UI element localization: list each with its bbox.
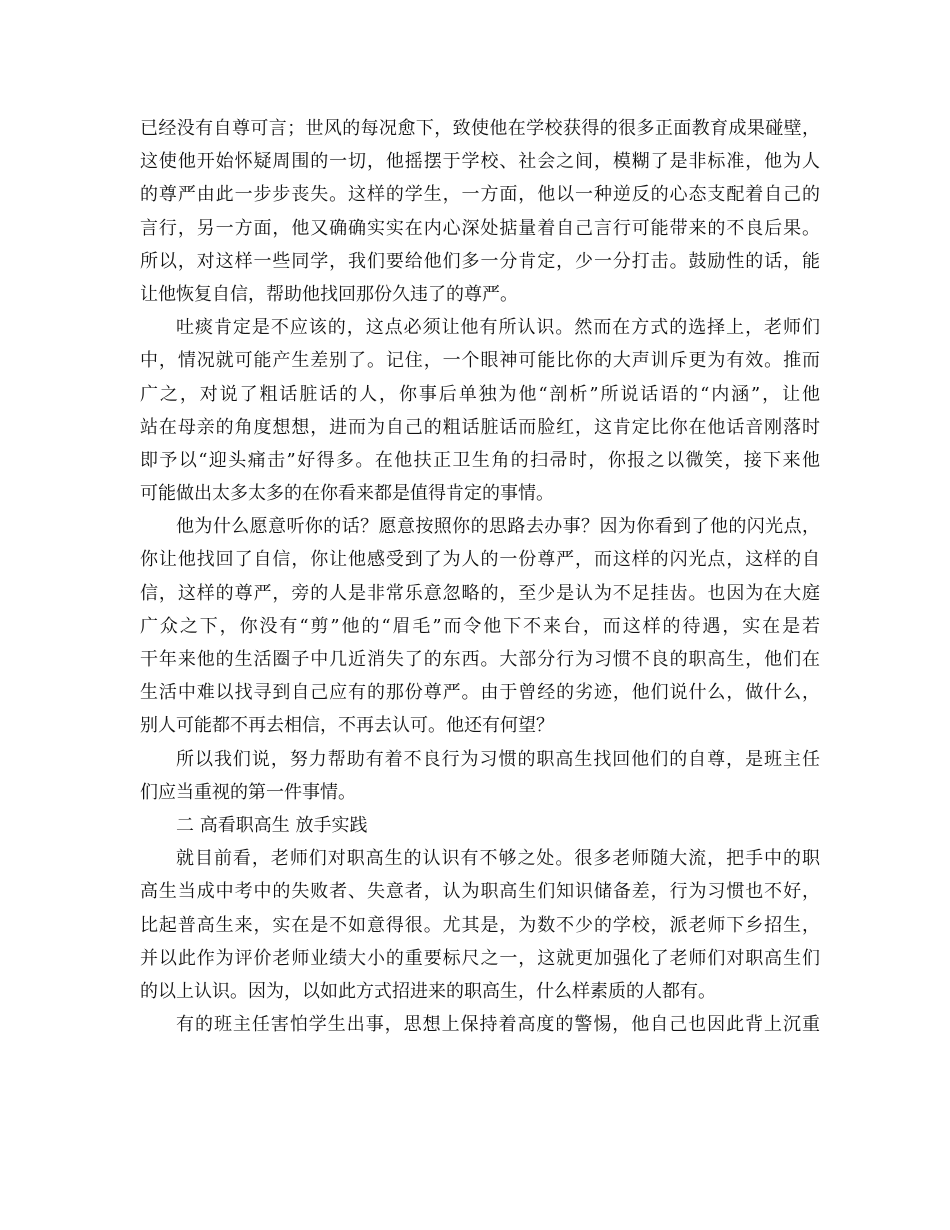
text-line: 这使他开始怀疑周围的一切，他摇摆于学校、社会之间，模糊了是非标准，他为人 bbox=[140, 151, 820, 173]
text-line: 广众之下，你没有“剪”他的“眉毛”而令他下不来台，而这样的待遇，实在是若 bbox=[140, 615, 820, 637]
text-line: 们应当重视的第一件事情。 bbox=[140, 781, 356, 803]
text-line: 干年来他的生活圈子中几近消失了的东西。大部分行为习惯不良的职高生，他们在 bbox=[140, 649, 820, 670]
text-line: 即予以“迎头痛击”好得多。在他扶正卫生角的扫帚时，你报之以微笑，接下来他 bbox=[140, 449, 820, 471]
text-line: 高生当成中考中的失败者、失意者，认为职高生们知识储备差，行为习惯也不好， bbox=[140, 881, 820, 903]
text-line: 站在母亲的角度想想，进而为自己的粗话脏话而脸红，这肯定比你在他话音刚落时 bbox=[140, 416, 820, 438]
text-line: 中，情况就可能产生差别了。记住，一个眼神可能比你的大声训斥更为有效。推而 bbox=[140, 350, 820, 372]
text-line: 让他恢复自信，帮助他找回那份久违了的尊严。 bbox=[140, 283, 518, 305]
text-line: 吐痰肯定是不应该的，这点必须让他有所认识。然而在方式的选择上，老师们 bbox=[176, 317, 820, 339]
text-line: 的尊严由此一步步丧失。这样的学生，一方面，他以一种逆反的心态支配着自己的 bbox=[140, 184, 820, 206]
text-line: 言行，另一方面，他又确确实实在内心深处掂量着自己言行可能带来的不良后果。 bbox=[140, 217, 820, 239]
text-line: 广之，对说了粗话脏话的人，你事后单独为他“剖析”所说话语的“内涵”，让他 bbox=[140, 383, 820, 405]
text-line: 别人可能都不再去相信，不再去认可。他还有何望？ bbox=[140, 715, 554, 737]
text-line: 比起普高生来，实在是不如意得很。尤其是，为数不少的学校，派老师下乡招生， bbox=[140, 914, 820, 936]
text-line: 二 高看职高生 放手实践 bbox=[176, 814, 368, 836]
text-line: 就目前看，老师们对职高生的认识有不够之处。很多老师随大流，把手中的职 bbox=[176, 848, 820, 870]
text-line: 所以，对这样一些同学，我们要给他们多一分肯定，少一分打击。鼓励性的话，能 bbox=[140, 250, 820, 272]
text-line: 并以此作为评价老师业绩大小的重要标尺之一，这就更加强化了老师们对职高生们 bbox=[140, 947, 820, 969]
text-line: 信，这样的尊严，旁的人是非常乐意忽略的，至少是认为不足挂齿。也因为在大庭 bbox=[140, 582, 820, 604]
text-line: 可能做出太多太多的在你看来都是值得肯定的事情。 bbox=[140, 483, 554, 505]
text-line: 所以我们说，努力帮助有着不良行为习惯的职高生找回他们的自尊，是班主任 bbox=[176, 748, 820, 770]
text-line: 已经没有自尊可言；世风的每况愈下，致使他在学校获得的很多正面教育成果碰壁， bbox=[140, 118, 820, 139]
text-line: 生活中难以找寻到自己应有的那份尊严。由于曾经的劣迹，他们说什么，做什么， bbox=[140, 682, 820, 704]
document-page bbox=[140, 112, 820, 1041]
text-line: 你让他找回了自信，你让他感受到了为人的一份尊严，而这样的闪光点，这样的自 bbox=[140, 549, 820, 571]
text-line: 有的班主任害怕学生出事，思想上保持着高度的警惕，他自己也因此背上沉重 bbox=[176, 1014, 820, 1036]
text-line: 他为什么愿意听你的话？愿意按照你的思路去办事？因为你看到了他的闪光点， bbox=[176, 516, 820, 538]
text-line: 的以上认识。因为，以如此方式招进来的职高生，什么样素质的人都有。 bbox=[140, 980, 716, 1002]
